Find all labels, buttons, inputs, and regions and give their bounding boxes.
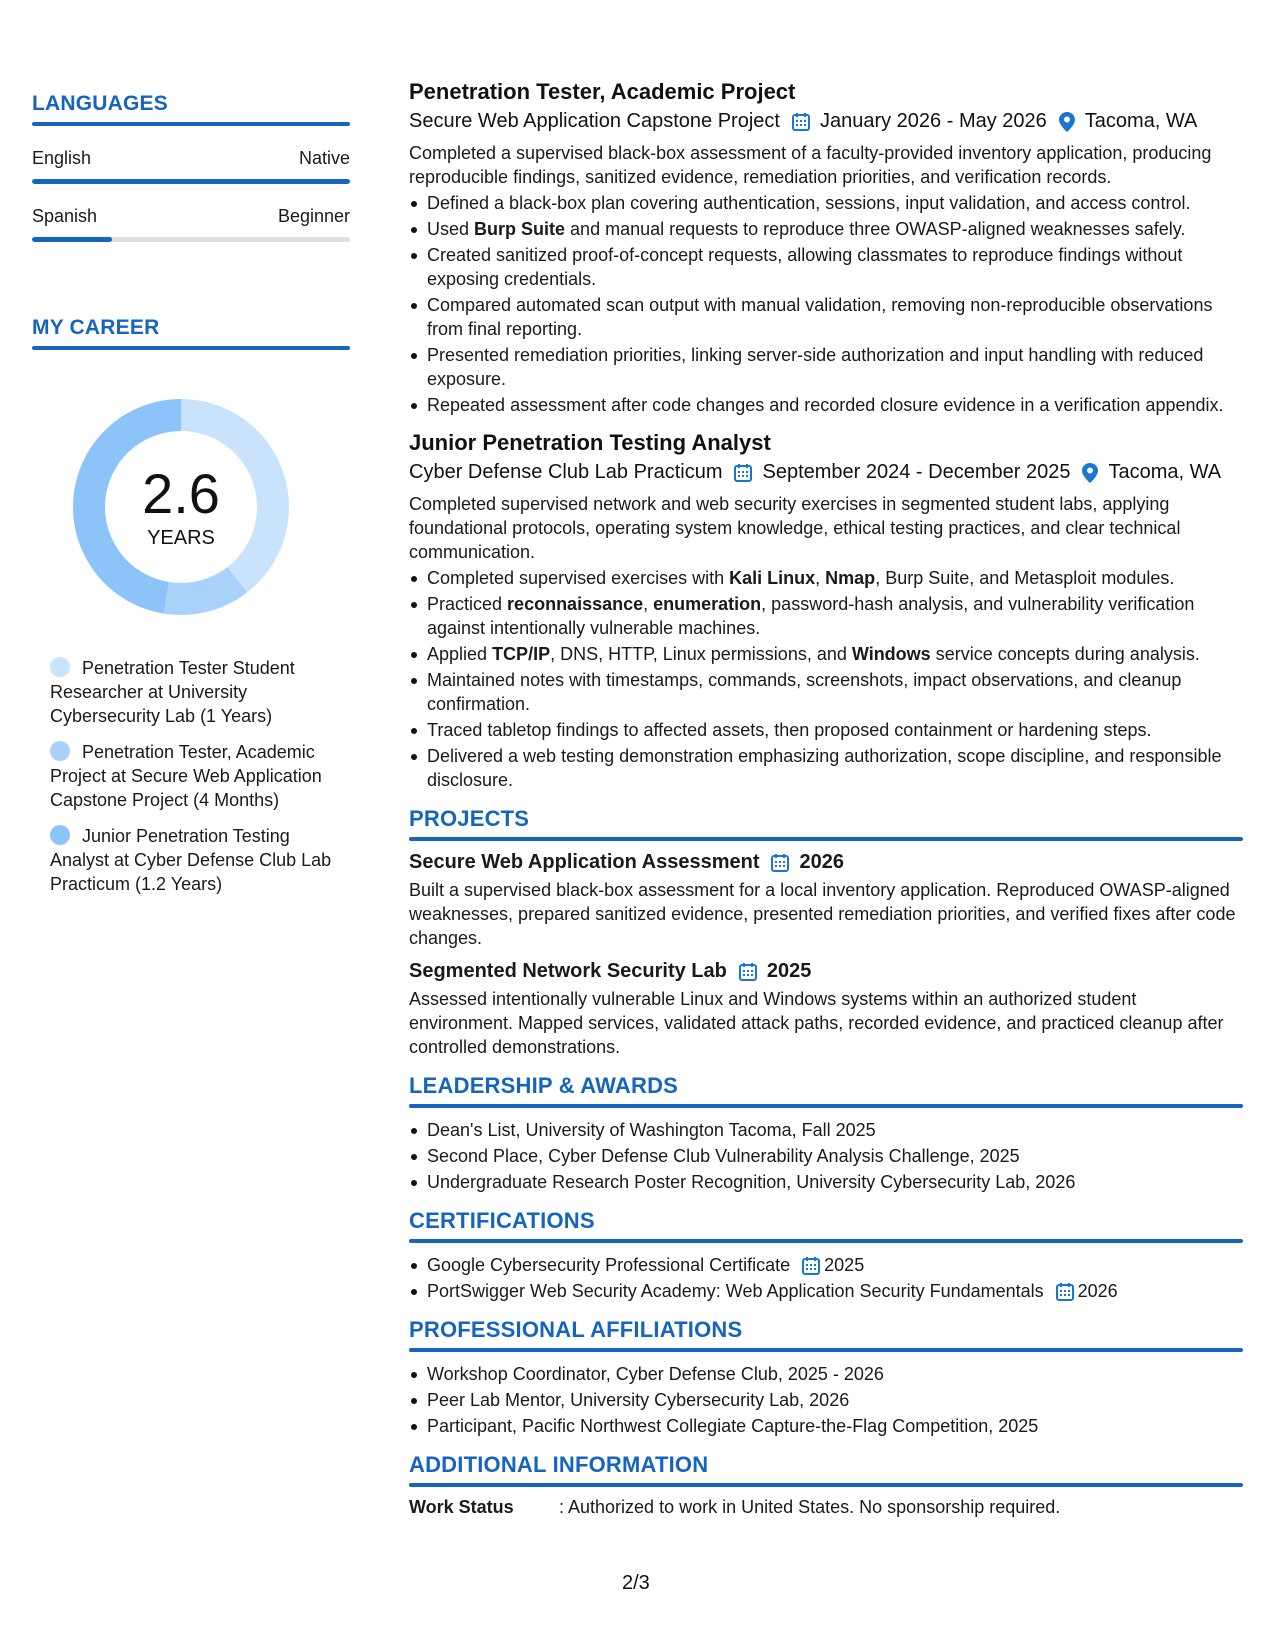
leadership-item: Undergraduate Research Poster Recognition, University Cybersecurity Lab, 2026	[409, 1170, 1243, 1194]
project-description: Assessed intentionally vulnerable Linux and Windows systems within an authorized student environment. Mapped services, validated attack paths, recorded evidence, and practiced cleanup after controlled demonstrations.	[409, 989, 1224, 1057]
project-title-row	[409, 960, 1243, 983]
language-bar-fill	[32, 179, 350, 184]
section-rule	[409, 1483, 1243, 1487]
leadership-section	[409, 1073, 1243, 1194]
job-bullet	[409, 718, 1243, 742]
bullet-text: ,	[815, 568, 826, 588]
job-bullet	[409, 343, 1243, 391]
language-level: Beginner	[277, 206, 350, 226]
leadership-item: Second Place, Cyber Defense Club Vulnerability Analysis Challenge, 2025	[409, 1144, 1243, 1168]
additional-section	[409, 1452, 1243, 1518]
bullet-bold: Nmap	[825, 568, 876, 588]
bullet-text: Defined a black-box plan covering authentication, sessions, input validation, and access control.	[427, 193, 1191, 213]
career-legend-item	[32, 740, 350, 812]
job-bullet	[409, 642, 1243, 666]
job-org: Cyber Defense Club Lab Practicum	[409, 461, 723, 483]
calendar-icon	[739, 962, 757, 981]
section-rule	[409, 1348, 1243, 1352]
affiliations-list	[409, 1362, 1243, 1438]
language-bar	[32, 179, 350, 184]
languages-title: LANGUAGES	[32, 92, 168, 115]
job-bullet	[409, 217, 1243, 241]
job-bullets	[409, 566, 1243, 792]
bullet-text: , DNS, HTTP, Linux permissions, and	[550, 644, 852, 664]
job-entry	[409, 429, 1243, 792]
bullet-bold: reconnaissance	[507, 594, 644, 614]
career-legend-label: Penetration Tester Student Researcher at University Cybersecurity Lab (1 Years)	[50, 658, 295, 726]
job-title: Junior Penetration Testing Analyst	[409, 430, 771, 455]
leadership-title: LEADERSHIP & AWARDS	[409, 1073, 679, 1098]
job-bullet	[409, 744, 1243, 792]
project-year: 2025	[766, 960, 812, 982]
section-rule	[32, 122, 350, 126]
job-meta	[409, 110, 1243, 133]
language-item	[32, 148, 350, 184]
leadership-item: Dean's List, University of Washington Tacoma, Fall 2025	[409, 1118, 1243, 1142]
job-org: Secure Web Application Capstone Project	[409, 110, 780, 132]
bullet-bold: Windows	[851, 644, 931, 664]
bullet-text: Maintained notes with timestamps, commands, screenshots, impact observations, and cleanup confirmation.	[427, 670, 1182, 714]
projects-section	[409, 806, 1243, 1059]
location-pin-icon	[1082, 463, 1098, 483]
certifications-list	[409, 1253, 1243, 1303]
certification-name: PortSwigger Web Security Academy: Web Application Security Fundamentals	[427, 1281, 1044, 1301]
language-bar	[32, 237, 350, 242]
section-rule	[409, 837, 1243, 841]
certification-year: 2025	[824, 1255, 865, 1275]
leadership-list	[409, 1118, 1243, 1194]
language-level: Native	[298, 148, 350, 168]
project-description: Built a supervised black-box assessment for a local inventory application. Reproduced OWASP-aligned weaknesses, prepared sanitized evidence, presented remediation priorities, and verified fixes after code changes.	[409, 880, 1236, 948]
career-title: MY CAREER	[32, 316, 160, 339]
job-bullet	[409, 668, 1243, 716]
additional-title: ADDITIONAL INFORMATION	[409, 1452, 709, 1477]
legend-dot	[50, 657, 70, 677]
bullet-bold: enumeration	[653, 594, 762, 614]
calendar-icon	[771, 853, 789, 872]
bullet-text: Used	[427, 219, 475, 239]
career-legend-label: Penetration Tester, Academic Project at Secure Web Application Capstone Project (4 Months)	[50, 742, 322, 810]
bullet-text: Applied	[427, 644, 493, 664]
job-summary: Completed supervised network and web security exercises in segmented student labs, applying foundational protocols, operating system knowledge, ethical testing practices, and clear technical communication.	[409, 494, 1181, 562]
language-item	[32, 206, 350, 242]
bullet-text: Repeated assessment after code changes and recorded closure evidence in a verification appendix.	[427, 395, 1224, 415]
project-title-row	[409, 851, 1243, 874]
project-item	[409, 851, 1243, 950]
job-dates: January 2026 - May 2026	[819, 110, 1047, 132]
certifications-title: CERTIFICATIONS	[409, 1208, 595, 1233]
job-title: Penetration Tester, Academic Project	[409, 79, 796, 104]
certifications-section	[409, 1208, 1243, 1303]
language-bar-fill	[32, 237, 112, 242]
affiliation-item: Workshop Coordinator, Cyber Defense Club, 2025 - 2026	[409, 1362, 1243, 1386]
calendar-icon	[802, 1256, 820, 1275]
section-rule	[409, 1104, 1243, 1108]
career-legend-label: Junior Penetration Testing Analyst at Cyber Defense Club Lab Practicum (1.2 Years)	[50, 826, 332, 894]
bullet-text: Completed supervised exercises with	[427, 568, 730, 588]
bullet-text: ,	[643, 594, 654, 614]
career-legend	[32, 656, 350, 896]
affiliation-item: Participant, Pacific Northwest Collegiate Capture-the-Flag Competition, 2025	[409, 1414, 1243, 1438]
bullet-text: Delivered a web testing demonstration emphasizing authorization, scope discipline, and responsible disclosure.	[427, 746, 1222, 790]
location-pin-icon	[1059, 112, 1075, 132]
job-dates: September 2024 - December 2025	[762, 461, 1071, 483]
certification-item	[409, 1253, 1243, 1277]
certification-year: 2026	[1077, 1281, 1118, 1301]
job-bullet	[409, 243, 1243, 291]
job-bullet	[409, 393, 1243, 417]
bullet-bold: Burp Suite	[474, 219, 566, 239]
bullet-text: Practiced	[427, 594, 508, 614]
affiliations-section	[409, 1317, 1243, 1438]
job-entry	[409, 78, 1243, 417]
project-item	[409, 960, 1243, 1059]
career-legend-item	[32, 656, 350, 728]
bullet-bold: TCP/IP	[492, 644, 551, 664]
additional-info-value: : Authorized to work in United States. No sponsorship required.	[559, 1497, 1061, 1517]
legend-dot	[50, 741, 70, 761]
languages-section	[32, 92, 350, 242]
projects-title: PROJECTS	[409, 806, 530, 831]
bullet-text: service concepts during analysis.	[930, 644, 1200, 664]
section-rule	[409, 1239, 1243, 1243]
job-summary: Completed a supervised black-box assessment of a faculty-provided inventory application, producing reproducible findings, sanitized evidence, remediation priorities, and verification records.	[409, 143, 1212, 187]
calendar-icon	[1056, 1282, 1074, 1301]
bullet-bold: Kali Linux	[729, 568, 816, 588]
career-total-unit: YEARS	[147, 526, 215, 549]
calendar-icon	[734, 463, 752, 482]
language-name: Spanish	[32, 206, 98, 226]
affiliation-item: Peer Lab Mentor, University Cybersecurity Lab, 2026	[409, 1388, 1243, 1412]
left-column	[32, 92, 350, 908]
page-number: 2/3	[622, 1572, 650, 1594]
job-bullet	[409, 191, 1243, 215]
certification-name: Google Cybersecurity Professional Certificate	[427, 1255, 791, 1275]
job-bullet	[409, 566, 1243, 590]
career-total-number: 2.6	[142, 461, 220, 525]
job-location: Tacoma, WA	[1084, 110, 1198, 132]
certification-item	[409, 1279, 1243, 1303]
job-bullets	[409, 191, 1243, 417]
bullet-text: , password-hash analysis, and vulnerability verification against intentionally vulnerable machines.	[427, 594, 1195, 638]
bullet-text: Created sanitized proof-of-concept requests, allowing classmates to reproduce findings without exposing credentials.	[427, 245, 1183, 289]
section-rule	[32, 346, 350, 350]
job-meta	[409, 461, 1243, 484]
bullet-text: Presented remediation priorities, linking server-side authorization and input handling with reduced exposure.	[427, 345, 1204, 389]
job-bullet	[409, 592, 1243, 640]
job-location: Tacoma, WA	[1108, 461, 1222, 483]
project-name: Segmented Network Security Lab	[409, 960, 727, 982]
job-bullet	[409, 293, 1243, 341]
career-section	[32, 316, 350, 896]
bullet-text: Compared automated scan output with manual validation, removing non-reproducible observations from final reporting.	[427, 295, 1213, 339]
career-legend-item	[32, 824, 350, 896]
project-name: Secure Web Application Assessment	[409, 851, 760, 873]
language-name: English	[32, 148, 92, 168]
bullet-text: Traced tabletop findings to affected assets, then proposed containment or hardening steps.	[427, 720, 1152, 740]
career-donut-chart	[66, 392, 296, 622]
calendar-icon	[792, 112, 810, 131]
affiliations-title: PROFESSIONAL AFFILIATIONS	[409, 1317, 743, 1342]
right-column	[409, 78, 1243, 1518]
additional-info-key: Work Status	[409, 1497, 514, 1517]
additional-info-row	[409, 1497, 1243, 1518]
bullet-text: , Burp Suite, and Metasploit modules.	[875, 568, 1175, 588]
project-year: 2026	[799, 851, 844, 873]
bullet-text: and manual requests to reproduce three OWASP-aligned weaknesses safely.	[565, 219, 1186, 239]
legend-dot	[50, 825, 70, 845]
